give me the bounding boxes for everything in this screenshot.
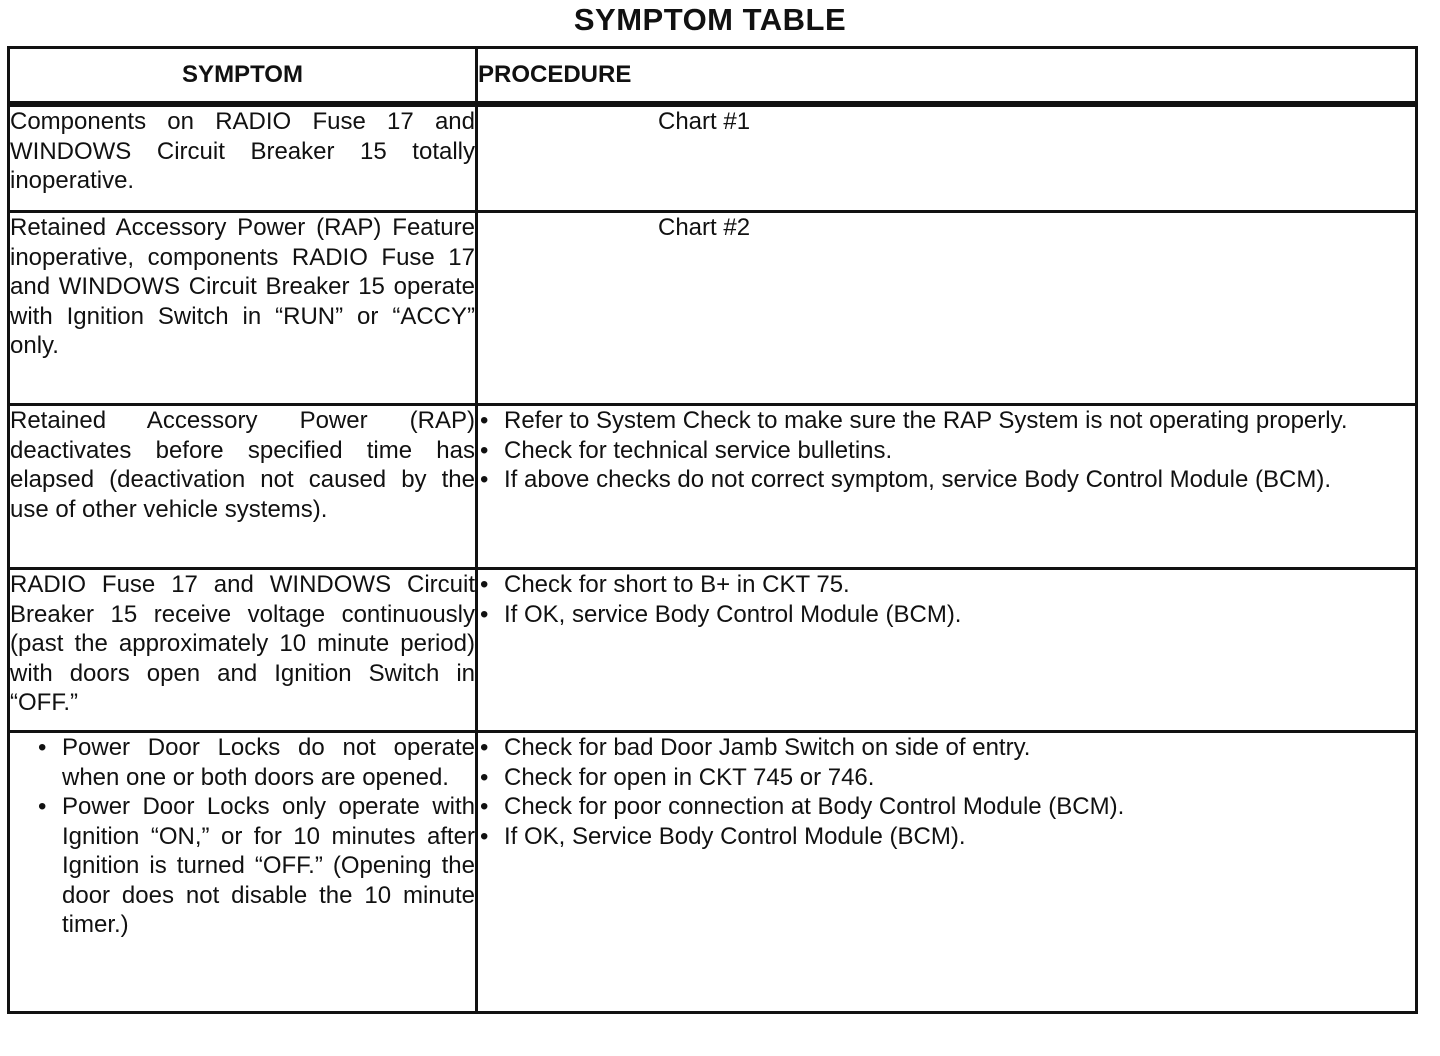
table-row (9, 212, 1417, 405)
list-item (478, 600, 1415, 630)
procedure-cell (477, 405, 1417, 569)
list-item (478, 436, 1415, 466)
list-item (478, 733, 1415, 763)
symptom-item: Power Door Locks only operate with Ignition “ON,” or for 10 minutes after Ignition is turned “OFF.” (Opening the door does not disable the 10 minute timer.) (62, 793, 475, 938)
procedure-cell: Chart #1 (477, 104, 1417, 212)
procedure-step: Check for open in CKT 745 or 746. (504, 763, 875, 791)
list-item (38, 733, 475, 792)
bullet-icon: • (38, 793, 47, 820)
table-row (9, 732, 1417, 1013)
symptom-cell: Components on RADIO Fuse 17 and WINDOWS Circuit Breaker 15 totally inoperative. (9, 104, 477, 212)
bullet-icon: • (480, 600, 489, 628)
list-item (478, 570, 1415, 600)
bullet-icon: • (480, 734, 489, 761)
bullet-icon: • (480, 763, 489, 791)
symptom-list (10, 733, 475, 940)
table-row (9, 405, 1417, 569)
column-header-procedure: PROCEDURE (477, 48, 1417, 105)
procedure-step: Refer to System Check to make sure the RAP System is not operating properly. (504, 407, 1348, 434)
bullet-icon: • (480, 407, 489, 434)
bullet-icon: • (480, 436, 489, 464)
list-item (478, 763, 1415, 793)
procedure-cell (477, 732, 1417, 1013)
symptom-cell (9, 732, 477, 1013)
bullet-icon: • (480, 822, 489, 850)
procedure-step: If OK, Service Body Control Module (BCM). (504, 822, 966, 850)
table-row (9, 569, 1417, 732)
symptom-cell: Retained Accessory Power (RAP) deactivates before specified time has elapsed (deactivation not caused by the use of other vehicle systems). (9, 405, 477, 569)
procedure-list (478, 406, 1415, 495)
table-header-row (9, 48, 1417, 105)
symptom-table (7, 46, 1418, 1014)
page-title: SYMPTOM TABLE (573, 2, 847, 37)
list-item (478, 465, 1415, 495)
symptom-item: Power Door Locks do not operate when one or both doors are opened. (62, 734, 475, 791)
column-header-symptom: SYMPTOM (9, 48, 477, 105)
symptom-cell: Retained Accessory Power (RAP) Feature inoperative, components RADIO Fuse 17 and WINDOWS Circuit Breaker 15 operate with Ignition Switch in “RUN” or “ACCY” only. (9, 212, 477, 405)
procedure-step: If OK, service Body Control Module (BCM). (504, 600, 962, 628)
list-item (478, 822, 1415, 852)
procedure-list (478, 733, 1415, 851)
procedure-cell: Chart #2 (477, 212, 1417, 405)
bullet-icon: • (38, 734, 47, 761)
table-row (9, 104, 1417, 212)
procedure-step: If above checks do not correct symptom, service Body Control Module (BCM). (504, 466, 1331, 493)
bullet-icon: • (480, 466, 489, 493)
bullet-icon: • (480, 793, 489, 820)
procedure-step: Check for poor connection at Body Control Module (BCM). (504, 793, 1125, 820)
procedure-step: Check for bad Door Jamb Switch on side of entry. (504, 734, 1031, 761)
list-item (478, 792, 1415, 822)
procedure-step: Check for technical service bulletins. (504, 436, 893, 464)
list-item (478, 406, 1415, 436)
bullet-icon: • (480, 571, 489, 598)
list-item (38, 792, 475, 940)
procedure-list (478, 570, 1415, 629)
procedure-cell (477, 569, 1417, 732)
procedure-step: Check for short to B+ in CKT 75. (504, 571, 850, 598)
symptom-cell: RADIO Fuse 17 and WINDOWS Circuit Breaker 15 receive voltage continuously (past the approximately 10 minute period) with doors open and Ignition Switch in “OFF.” (9, 569, 477, 732)
